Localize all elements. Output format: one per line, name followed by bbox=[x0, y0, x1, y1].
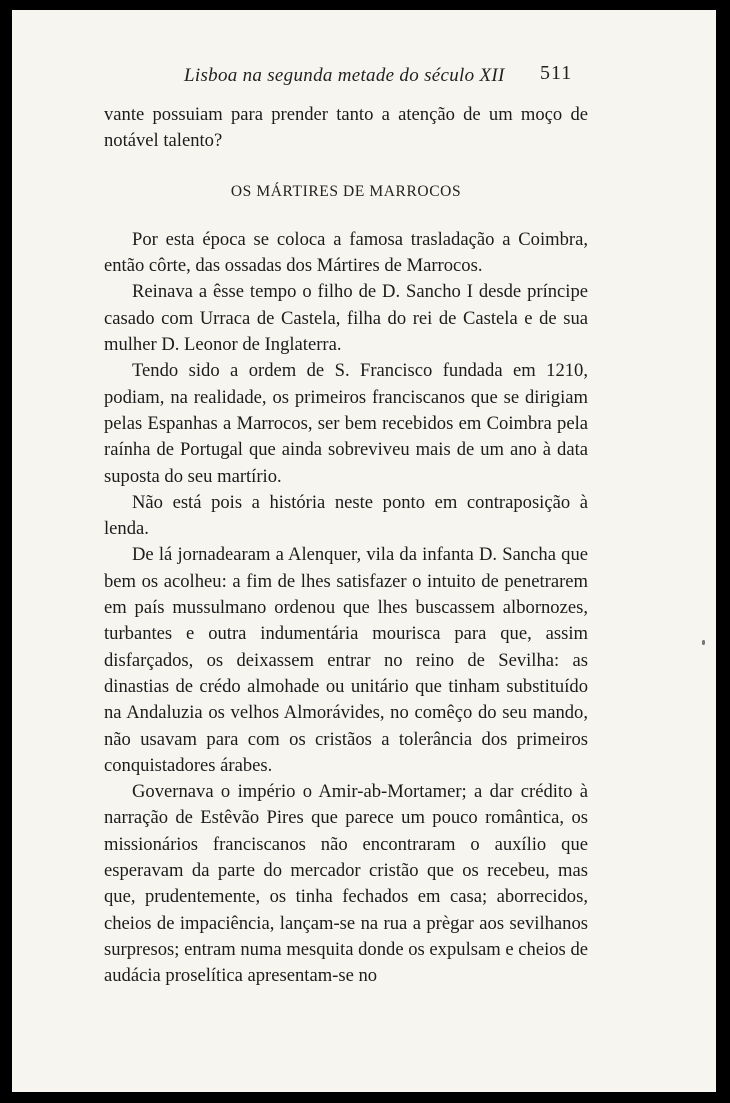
page-header bbox=[12, 62, 716, 93]
paragraph: De lá jornadearam a Alenquer, vila da infanta D. Sancha que bem os acolheu: a fim de lhes satisfazer o intuito de penetrarem em país mussulmano ordenou que lhes buscassem albornozes, turbantes e outra indumentária mourisca para que, assim disfarçados, os deixassem entrar no reino de Sevilha: as dinastias de crédo almohade ou unitário que tinham substituído na Andaluzia os velhos Almorávides, no comêço do seu mando, não usavam para com os cristãos a tolerância dos primeiros conquistadores árabes. bbox=[104, 544, 588, 776]
paragraph: Tendo sido a ordem de S. Francisco fundada em 1210, podiam, na realidade, os primeiros franciscanos que se dirigiam pelas Espanhas a Marrocos, ser bem recebidos em Coimbra pela raínha de Portugal que ainda sobreviveu mais de um ano à data suposta do seu martírio. bbox=[104, 360, 588, 487]
running-title: Lisboa na segunda metade do século XII bbox=[184, 65, 505, 86]
paragraph: Governava o império o Amir-ab-Mortamer; a dar crédito à narração de Estêvão Pires que parece um pouco romântica, os missionários franciscanos não encontraram o auxílio que esperavam da parte do mercador cristão que os recebeu, mas que, prudentemente, os tinha fechados em casa; aborrecidos, cheios de impaciência, lançam-se na rua a prègar aos sevilhanos surpresos; entram numa mesquita donde os expulsam e cheios de audácia proselítica apresentam-se no bbox=[104, 781, 588, 987]
paragraph: Reinava a êsse tempo o filho de D. Sancho I desde príncipe casado com Urraca de Castela, filha do rei de Castela e de sua mulher D. Leonor de Inglaterra. bbox=[104, 281, 588, 356]
paragraph: Não está pois a história neste ponto em contraposição à lenda. bbox=[104, 491, 588, 540]
body-text bbox=[104, 102, 588, 990]
page-number: 511 bbox=[540, 62, 573, 84]
book-page bbox=[12, 10, 716, 1092]
paragraph: Por esta época se coloca a famosa trasladação a Coimbra, então côrte, das ossadas dos Mártires de Marrocos. bbox=[104, 228, 588, 277]
continuation-paragraph: vante possuiam para prender tanto a atenção de um moço de notável talento? bbox=[104, 104, 588, 152]
paper-speck bbox=[702, 640, 705, 645]
section-heading: OS MÁRTIRES DE MARROCOS bbox=[230, 182, 462, 200]
